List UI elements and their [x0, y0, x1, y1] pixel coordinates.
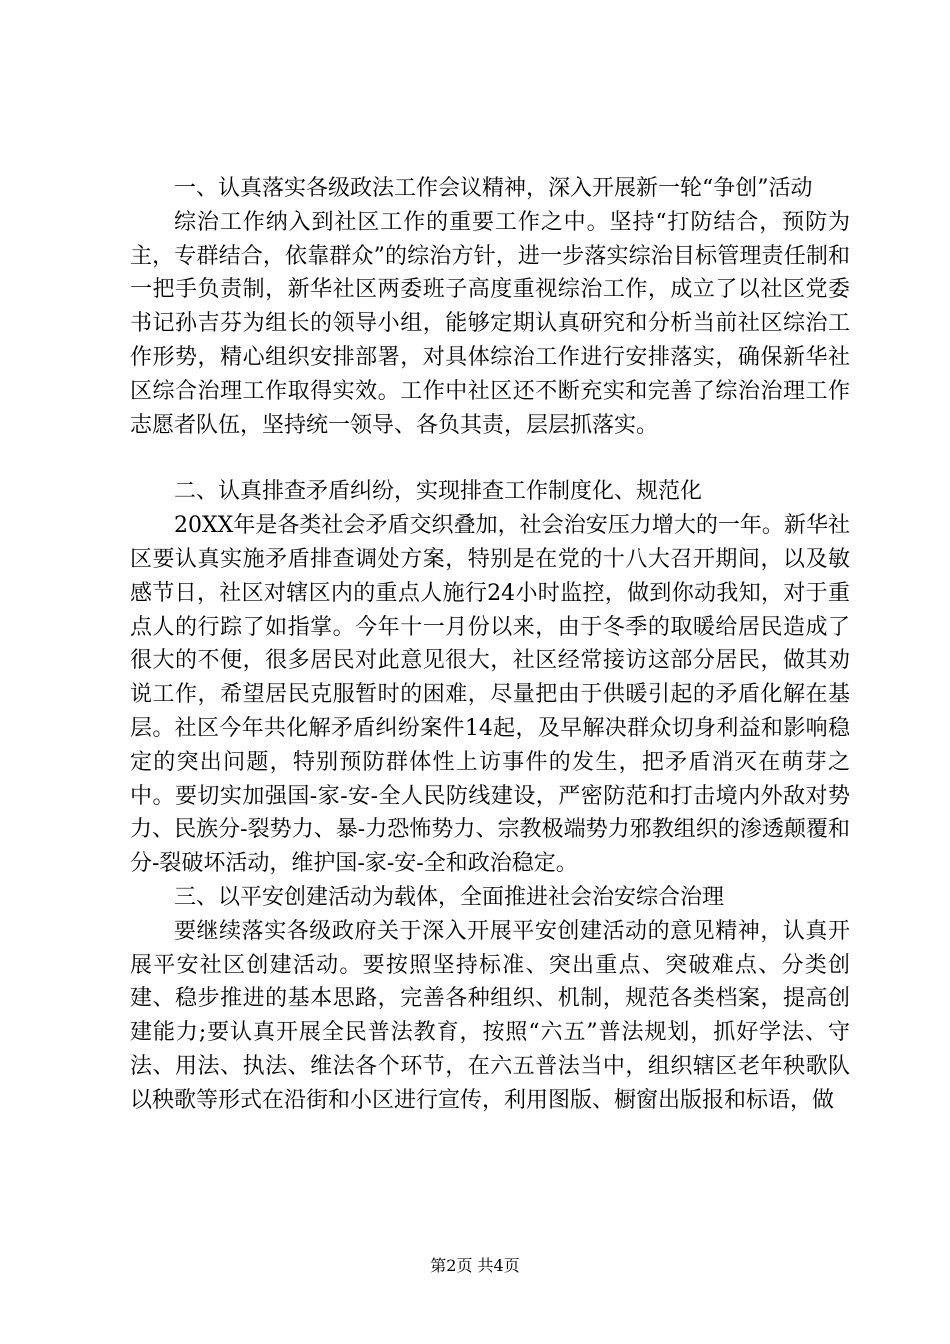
section-1-body: 综治工作纳入到社区工作的重要工作之中。坚持“打防结合，预防为主，专群结合，依靠群众”的综治方针，进一步落实综治目标管理责任制和一把手负责制，新华社区两委班子高度重视综治工作，成立了以社区党委书记孙吉芬为组长的领导小组，能够定期认真研究和分析当前社区综治工作形势，精心组织安排部署，对具体综治工作进行安排落实，确保新华社区综合治理工作取得实效。工作中社区还不断充实和完善了综治治理工作志愿者队伍，坚持统一领导、各负其责，层层抓落实。 [130, 209, 850, 438]
page-footer [0, 1256, 950, 1276]
section-2-body: 20XX年是各类社会矛盾交织叠加，社会治安压力增大的一年。新华社区要认真实施矛盾排查调处方案，特别是在党的十八大召开期间，以及敏感节日，社区对辖区内的重点人施行24小时监控，做到你动我知，对于重点人的行踪了如指掌。今年十一月份以来，由于冬季的取暖给居民造成了很大的不便，很多居民对此意见很大，社区经常接访这部分居民，做其劝说工作，希望居民克服暂时的困难，尽量把由于供暖引起的矛盾化解在基层。社区今年共化解矛盾纠纷案件14起，及早解决群众切身利益和影响稳定的突出问题，特别预防群体性上访事件的发生，把矛盾消灭在萌芽之中。要切实加强国-家-安-全人民防线建设，严密防范和打击境内外敌对势力、民族分-裂势力、暴-力恐怖势力、宗教极端势力邪教组织的渗透颠覆和分-裂破坏活动，维护国-家-安-全和政治稳定。 [130, 513, 850, 877]
page-indicator: 第2页 共4页 [430, 1256, 520, 1275]
section-2-heading: 二、认真排查矛盾纠纷，实现排查工作制度化、规范化 [174, 479, 703, 505]
section-3-heading: 三、以平安创建活动为载体，全面推进社会治安综合治理 [174, 884, 725, 910]
section-1-heading: 一、认真落实各级政法工作会议精神，深入开展新一轮“争创”活动 [174, 176, 813, 201]
section-3-body: 要继续落实各级政府关于深入开展平安创建活动的意见精神，认真开展平安社区创建活动。要按照坚持标准、突出重点、突破难点、分类创建、稳步推进的基本思路，完善各种组织、机制，规范各类档案，提高创建能力;要认真开展全民普法教育，按照“六五”普法规划，抓好学法、守法、用法、执法、维法各个环节，在六五普法当中，组织辖区老年秧歌队以秧歌等形式在沿街和小区进行宣传，利用图版、橱窗出版报和标语，做 [130, 918, 850, 1113]
document-body [130, 172, 850, 1118]
